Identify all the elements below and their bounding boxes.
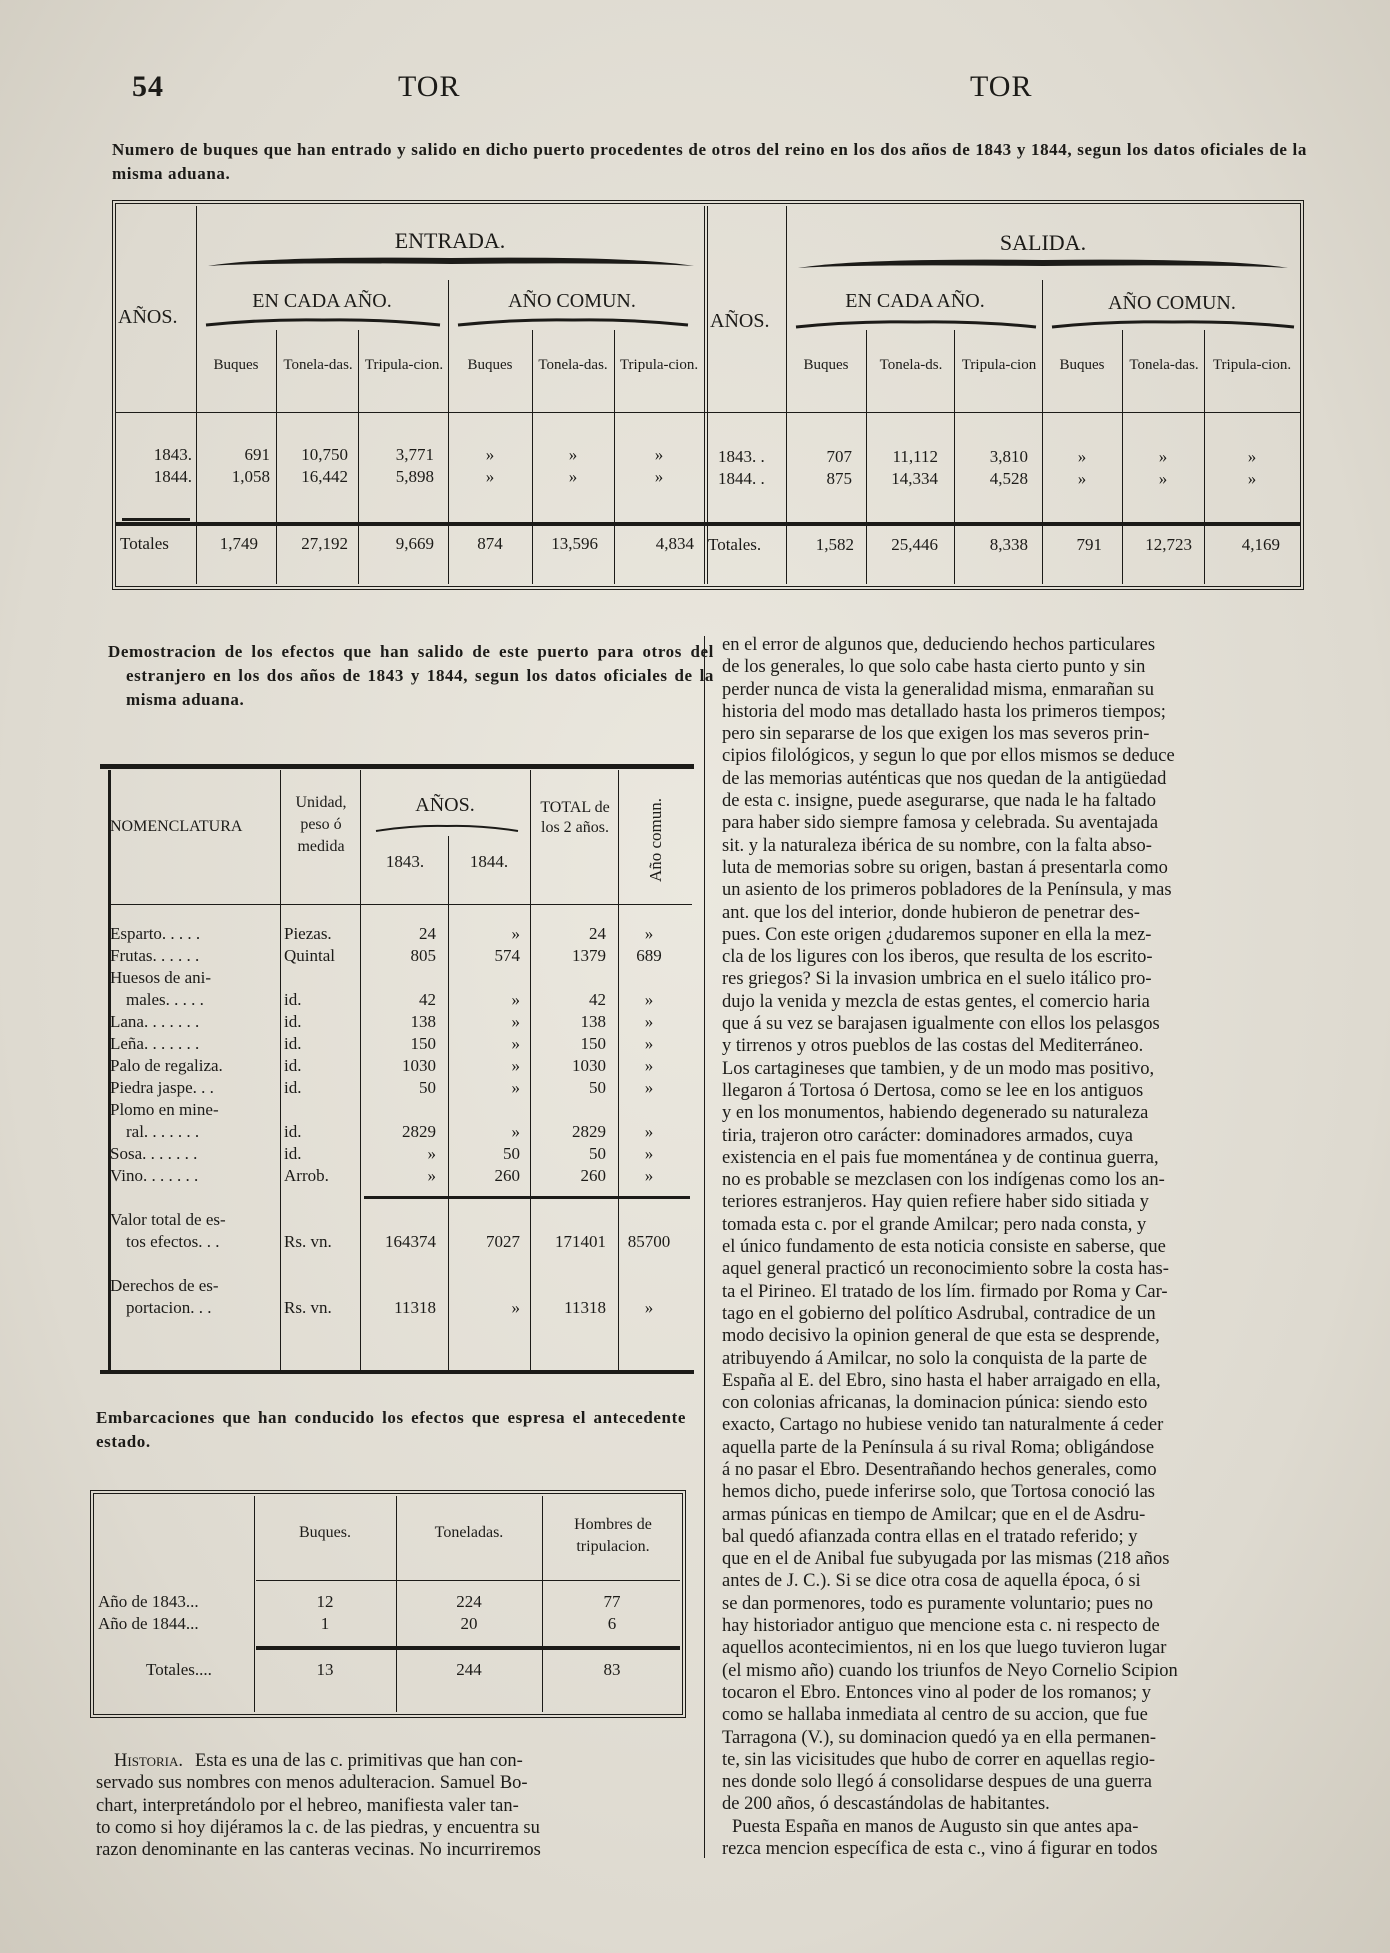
t2-row-total: 11318 — [564, 1298, 606, 1317]
t3-head-hombres: Hombres de tripulacion. — [574, 1516, 652, 1555]
right-column-line: cla de los ligures con los iberos, que resulta de los escrito- — [722, 947, 1153, 968]
entrada-cell: 10,750 — [301, 445, 348, 464]
salida-title: SALIDA. — [999, 230, 1087, 255]
running-title-right: TOR — [970, 70, 1033, 103]
entrada-total: 13,596 — [551, 534, 598, 553]
salida-col-toneladas-comun: Tonela-das. — [1129, 357, 1199, 373]
t2-row-total: 1030 — [572, 1056, 606, 1075]
rule — [256, 1580, 680, 1581]
right-column-line: Los cartagineses que tambien, y de un modo mas positivo, — [722, 1058, 1155, 1079]
t3-row-label: Año de 1843... — [98, 1592, 199, 1611]
t2-row-1844: 260 — [494, 1166, 520, 1185]
entrada-title: ENTRADA. — [394, 228, 506, 253]
salida-group-en-cada-ano: EN CADA AÑO. — [845, 290, 985, 312]
right-column-line: te, sin las vicisitudes que hubo de correr en aquellas regio- — [722, 1749, 1156, 1770]
entrada-cell: » — [568, 445, 578, 464]
entrada-brace-small — [456, 316, 690, 328]
t2-head-1844: 1844. — [469, 852, 509, 871]
entrada-total: 9,669 — [395, 534, 434, 553]
t2-row-unit: id. — [284, 1122, 302, 1141]
right-column-line: antes de J. C.). Si se dice otra cosa de aquella época, ó si — [722, 1571, 1141, 1592]
rule — [448, 836, 449, 1374]
right-column-line: teriores estranjeros. Hay quien refiere haber sido sitiada y — [722, 1192, 1149, 1213]
right-column-line: de las memorias auténticas que nos quedan de la antigüedad — [722, 768, 1167, 789]
salida-cell: 707 — [826, 447, 852, 466]
entrada-cell: 16,442 — [301, 467, 348, 486]
t2-row-unit: Rs. vn. — [284, 1232, 332, 1251]
right-column-line: se dan pormenores, todo es puramente voluntario; pues no — [722, 1593, 1154, 1614]
t3-head-toneladas: Toneladas. — [434, 1524, 504, 1541]
salida-cell: 875 — [826, 469, 852, 488]
t2-row-name: Valor total de es- — [110, 1210, 226, 1229]
salida-cell: » — [1158, 469, 1168, 488]
t2-head-anos: AÑOS. — [415, 794, 475, 816]
rule — [116, 522, 1300, 526]
rule — [360, 770, 361, 1374]
t3-total: 13 — [316, 1660, 334, 1679]
t2-row-total: 42 — [589, 990, 606, 1009]
t2-head-nomenclatura: NOMENCLATURA — [110, 818, 243, 835]
t2-row-total: 138 — [580, 1012, 606, 1031]
t2-row-1844: 7027 — [486, 1232, 520, 1251]
t3-cell: 12 — [316, 1592, 334, 1611]
t2-row-comun: 85700 — [627, 1232, 671, 1251]
entrada-col-toneladas-comun: Tonela-das. — [538, 357, 608, 373]
rule — [100, 764, 694, 769]
t2-row-1843: 50 — [419, 1078, 436, 1097]
t2-row-name: Huesos de ani- — [110, 968, 212, 987]
t2-row-name: Leña. . . . . . . — [110, 1034, 200, 1053]
t2-row-name: tos efectos. . . — [126, 1232, 220, 1251]
rule — [256, 1646, 680, 1650]
rule — [100, 1370, 694, 1374]
t2-row-name: Frutas. . . . . . — [110, 946, 200, 965]
right-column-line: pero sin separarse de los que exigen los mas severos prin- — [722, 724, 1150, 745]
t2-row-1844: » — [511, 1078, 520, 1097]
t3-total: 244 — [456, 1660, 482, 1679]
right-column-line: en el error de algunos que, deduciendo hechos particulares — [722, 635, 1156, 655]
salida-col-tripulacion: Tripula-cion — [961, 357, 1037, 373]
t2-row-unit: id. — [284, 1034, 302, 1053]
t2-row-total: 24 — [589, 924, 606, 943]
salida-brace — [796, 254, 1290, 274]
t2-row-total: 1379 — [572, 946, 606, 965]
entrada-total: 1,749 — [219, 534, 258, 553]
t2-row-comun: » — [644, 1298, 654, 1317]
right-column-line: como se hallaba inmediata al centro de su accion, que fue — [722, 1705, 1148, 1726]
t3-head-buques: Buques. — [299, 1524, 351, 1541]
salida-total: 1,582 — [815, 535, 854, 554]
rule — [108, 904, 692, 905]
t2-row-total: 171401 — [555, 1232, 606, 1251]
t3-total: 83 — [603, 1660, 621, 1679]
t2-row-comun: » — [644, 1122, 654, 1141]
rule — [122, 518, 190, 521]
entrada-cell: » — [568, 467, 578, 486]
t2-row-name: Plomo en mine- — [110, 1100, 219, 1119]
right-column-line: de 200 años, ó descastándolas de habitantes. — [722, 1794, 1050, 1815]
salida-total: 791 — [1076, 535, 1102, 554]
right-column-line: aquellos acontecimientos, ni en los que luego tuvieron lugar — [722, 1638, 1167, 1659]
historia-line: servado sus nombres con menos adulteracion. Samuel Bo- — [96, 1773, 528, 1794]
right-column-line: (el mismo año) cuando los triunfos de Neyo Cornelio Scipion — [722, 1660, 1178, 1681]
t3-cell: 20 — [460, 1614, 478, 1633]
salida-total: 4,169 — [1241, 535, 1280, 554]
t2-row-total: 150 — [580, 1034, 606, 1053]
entrada-total: 27,192 — [301, 534, 348, 553]
salida-col-buques: Buques — [803, 357, 849, 373]
entrada-row-year: 1843. — [153, 445, 192, 464]
salida-totals-label: Totales. — [708, 535, 762, 554]
t2-row-1843: 164374 — [385, 1232, 436, 1251]
t2-row-total: 50 — [589, 1144, 606, 1163]
entrada-brace-small — [204, 316, 442, 328]
salida-brace-small — [1050, 318, 1296, 330]
right-column-line: luta de memorias sobre su origen, bastan á presentarla como — [722, 857, 1168, 878]
right-column-line: rezca mencion específica de esta c., vino á figurar en todos — [722, 1839, 1158, 1860]
t2-row-name: Lana. . . . . . . — [110, 1012, 200, 1031]
salida-total: 8,338 — [989, 535, 1028, 554]
t2-row-1843: 138 — [410, 1012, 436, 1031]
right-column-line: España al E. del Ebro, sino hasta el haber arraigado en ella, — [722, 1370, 1161, 1391]
right-column-line: armas púnicas en tiempo de Amilcar; que en el de Asdru- — [722, 1504, 1146, 1525]
right-column-line: aquella parte de la Península á su rival Roma; obligándose — [722, 1437, 1155, 1458]
salida-cell: 11,112 — [892, 447, 938, 466]
historia-line: to como si hoy dijéramos la c. de las piedras, y encuentra su — [96, 1817, 540, 1838]
right-column-line: con colonias africanas, la dominacion púnica: siendo esto — [722, 1393, 1148, 1414]
t2-row-unit: Piezas. — [284, 924, 332, 943]
historia-line: Esta es una de las c. primitivas que han con- — [195, 1751, 523, 1771]
t2-row-unit: Quintal — [284, 946, 335, 965]
rule — [116, 412, 1300, 413]
t2-head-total: TOTAL de los 2 años. — [540, 799, 610, 836]
t2-head-comun: Año comun. — [646, 797, 665, 883]
right-column-line: pues. Con este origen ¿dudaremos suponer en ella la mez- — [722, 924, 1152, 945]
entrada-row-year: 1844. — [153, 467, 192, 486]
right-column-line: de esta c. insigne, puede asegurarse, que nada le ha faltado — [722, 791, 1157, 812]
right-column-line: y en los monumentos, habiendo degenerado su naturaleza — [722, 1103, 1149, 1124]
salida-row-year: 1844. . — [718, 469, 765, 488]
right-column-line: tocaron el Ebro. Entonces vino al poder de los romanos; y — [722, 1682, 1151, 1703]
entrada-total: 4,834 — [655, 534, 694, 553]
entrada-anos-label: AÑOS. — [118, 306, 178, 328]
right-column-line: á no pasar el Ebro. Desentrañando hechos generales, como — [722, 1459, 1157, 1480]
right-column-line: el único fundamento de esta noticia consiste en saberse, que — [722, 1237, 1166, 1258]
entrada-col-buques: Buques — [213, 357, 259, 373]
right-column-line: tomada esta c. por el grande Amilcar; pero nada consta, y — [722, 1214, 1147, 1235]
t2-row-comun: » — [644, 1078, 654, 1097]
right-column-line: res griegos? Si la invasion umbrica en el suelo itálico pro- — [722, 969, 1152, 990]
t2-row-unit: Arrob. — [284, 1166, 329, 1185]
t2-row-name: Vino. . . . . . . — [110, 1166, 199, 1185]
t2-row-name: ral. . . . . . . — [126, 1122, 200, 1141]
salida-col-tripulacion-comun: Tripula-cion. — [1212, 357, 1292, 373]
table3-caption: Embarcaciones que han conducido los efectos que espresa el antecedente estado. — [96, 1408, 686, 1451]
right-column-line: perder nunca de vista la generalidad misma, enmarañan su — [722, 679, 1155, 700]
salida-cell: » — [1158, 447, 1168, 466]
salida-cell: » — [1077, 469, 1087, 488]
right-column-line: bal quedó afianzada contra ellas en el tratado referido; y — [722, 1526, 1138, 1547]
t2-row-1844: » — [511, 1056, 520, 1075]
salida-col-buques-comun: Buques — [1059, 357, 1105, 373]
right-column-text — [722, 634, 1310, 1860]
t3-totals-label: Totales.... — [146, 1660, 212, 1679]
entrada-col-tripulacion: Tripula-cion. — [364, 357, 444, 373]
historia-line: razon denominante en las canteras vecinas. No incurriremos — [96, 1840, 541, 1861]
salida-col-toneladas: Tonela-ds. — [879, 357, 943, 373]
right-column-line: tago en el gobierno del político Asdrubal, contradice de un — [722, 1303, 1156, 1324]
t2-row-name: Esparto. . . . . — [110, 924, 201, 943]
right-column-line: modo decisivo la opinion general de que esta se desprende, — [722, 1326, 1160, 1347]
t2-anos-brace — [374, 822, 520, 834]
salida-cell: » — [1247, 469, 1257, 488]
salida-total: 12,723 — [1145, 535, 1192, 554]
t2-row-name: Palo de regaliza. — [110, 1056, 223, 1075]
right-column-line: de los generales, lo que solo cabe hasta cierto punto y sin — [722, 657, 1146, 678]
t2-row-1844: » — [511, 1034, 520, 1053]
right-column-line: que á su vez se barajasen igualmente con ellos los pelasgos — [722, 1014, 1160, 1035]
right-column-line: llegaron á Tortosa ó Dertosa, como se lee en los antiguos — [722, 1080, 1144, 1101]
entrada-cell: 5,898 — [395, 467, 434, 486]
t2-row-unit: id. — [284, 1144, 302, 1163]
entrada-totals-label: Totales — [120, 534, 169, 553]
t2-row-unit: id. — [284, 1012, 302, 1031]
right-column-line: y tirrenos y otros pueblos de las costas del Mediterráneo. — [722, 1036, 1144, 1057]
right-column-line: Puesta España en manos de Augusto sin que antes apa- — [732, 1816, 1139, 1837]
t3-cell: 1 — [320, 1614, 330, 1633]
t2-row-1844: » — [511, 1012, 520, 1031]
t2-row-comun: » — [644, 1056, 654, 1075]
t2-row-1844: » — [511, 990, 520, 1009]
t2-row-total: 2829 — [572, 1122, 606, 1141]
page-number: 54 — [132, 70, 164, 103]
entrada-col-buques-comun: Buques — [467, 357, 513, 373]
t2-row-comun: 689 — [636, 946, 662, 965]
t2-row-total: 50 — [589, 1078, 606, 1097]
t2-row-unit: id. — [284, 990, 302, 1009]
right-column-line: no es probable se mezclasen con los indígenas como los an- — [722, 1170, 1165, 1191]
t3-cell: 77 — [603, 1592, 621, 1611]
entrada-cell: » — [485, 467, 495, 486]
salida-brace-small — [794, 318, 1038, 330]
right-column-line: ta el Pirineo. El tratado de los lím. firmado por Roma y Car- — [722, 1281, 1168, 1302]
t2-row-unit: Rs. vn. — [284, 1298, 332, 1317]
t2-row-total: 260 — [580, 1166, 606, 1185]
t2-row-1843: 150 — [410, 1034, 436, 1053]
right-column-line: hemos dicho, puede inferirse solo, que Tortosa conoció las — [722, 1482, 1156, 1503]
t2-row-1843: 24 — [419, 924, 436, 943]
salida-cell: 3,810 — [989, 447, 1028, 466]
entrada-total: 874 — [477, 534, 503, 553]
t2-row-name: portacion. . . — [126, 1298, 212, 1317]
t2-row-1844: 574 — [494, 946, 520, 965]
t2-row-name: Piedra jaspe. . . — [110, 1078, 214, 1097]
rule — [786, 206, 787, 584]
right-column-line: ant. que los del interior, donde hubieron de penetrar des- — [722, 902, 1140, 923]
entrada-cell: 3,771 — [395, 445, 434, 464]
rule — [280, 770, 281, 1374]
entrada-cell: » — [654, 467, 664, 486]
entrada-cell: » — [485, 445, 495, 464]
table2-caption: Demostracion de los efectos que han salido de este puerto para otros del estranjero en los dos años de 1843 y 1844, segun los datos oficiales de la misma aduana. — [108, 642, 714, 709]
right-column-line: un asiento de los primeros pobladores de la Península, y mas — [722, 880, 1172, 901]
right-column-line: cipios filológicos, y segun lo que por ellos mismos se deduce — [722, 746, 1175, 767]
right-column-line: Tarragona (V.), su dominacion quedó ya en ella permanen- — [722, 1727, 1156, 1748]
t2-row-comun: » — [644, 924, 654, 943]
t2-row-name: Sosa. . . . . . . — [110, 1144, 198, 1163]
salida-cell: » — [1077, 447, 1087, 466]
t3-cell: 224 — [456, 1592, 482, 1611]
right-column-line: atribuyendo á Amilcar, no solo la conquista de la parte de — [722, 1348, 1148, 1369]
entrada-cell: 1,058 — [231, 467, 270, 486]
entrada-col-tripulacion-comun: Tripula-cion. — [619, 357, 699, 373]
right-column-line: nes donde solo llegó á consolidarse despues de una guerra — [722, 1772, 1152, 1793]
t2-row-1843: » — [427, 1144, 436, 1163]
t3-cell: 6 — [607, 1614, 617, 1633]
table1-caption: Numero de buques que han entrado y salido en dicho puerto procedentes de otros del reino en los dos años de 1843 y 1844, segun los datos oficiales de la misma aduana. — [112, 140, 1307, 183]
entrada-group-ano-comun: AÑO COMUN. — [508, 290, 636, 312]
t3-row-label: Año de 1844... — [98, 1614, 199, 1633]
right-column-line: aquel general practicó un reconocimiento sobre la costa has- — [722, 1259, 1169, 1280]
right-column-line: existencia en el pais fue momentánea y de continua guerra, — [722, 1147, 1159, 1168]
t2-row-comun: » — [644, 1012, 654, 1031]
entrada-cell: » — [654, 445, 664, 464]
t2-row-1843: 805 — [410, 946, 436, 965]
entrada-cell: 691 — [244, 445, 270, 464]
t2-head-unidad: Unidad, peso ó medida — [295, 794, 347, 855]
t2-row-1844: » — [511, 1122, 520, 1141]
salida-anos-label: AÑOS. — [710, 310, 770, 332]
entrada-col-toneladas: Tonela-das. — [283, 357, 353, 373]
entrada-group-en-cada-ano: EN CADA AÑO. — [252, 290, 392, 312]
t2-row-unit: id. — [284, 1056, 302, 1075]
salida-cell: 4,528 — [989, 469, 1028, 488]
entrada-brace — [206, 252, 696, 272]
t2-row-1843: 11318 — [394, 1298, 436, 1317]
t2-row-name: males. . . . . — [126, 990, 204, 1009]
right-column-line: para haber sido siempre famosa y celebrada. Su aventajada — [722, 813, 1159, 834]
t2-row-comun: » — [644, 1166, 654, 1185]
t2-row-comun: » — [644, 1034, 654, 1053]
t2-head-1843: 1843. — [385, 852, 425, 871]
right-column-line: sit. y la naturaleza ibérica de su nombre, con la falta abso- — [722, 835, 1152, 856]
t2-row-1843: 1030 — [402, 1056, 436, 1075]
right-column-line: exacto, Cartago no hubiese venido tan naturalmente á ceder — [722, 1415, 1164, 1436]
t2-row-comun: » — [644, 990, 654, 1009]
salida-cell: » — [1247, 447, 1257, 466]
rule — [364, 1196, 690, 1199]
right-column-line: dujo la venida y mezcla de estas gentes, el comercio haria — [722, 991, 1150, 1012]
salida-total: 25,446 — [891, 535, 938, 554]
t2-row-unit: id. — [284, 1078, 302, 1097]
right-column-line: hay historiador antiguo que mencione esta c. ni respecto de — [722, 1616, 1160, 1637]
salida-row-year: 1843. . — [718, 447, 765, 466]
salida-group-ano-comun: AÑO COMUN. — [1108, 292, 1236, 314]
column-divider — [704, 636, 705, 1858]
right-column-line: que en el de Anibal fue subyugada por las mismas (218 años — [722, 1549, 1170, 1570]
right-column-line: historia del modo mas detallado hasta los primeros tiempos; — [722, 701, 1166, 722]
t2-row-1844: 50 — [503, 1144, 520, 1163]
table1-center-divider — [704, 206, 708, 584]
t2-row-name: Derechos de es- — [110, 1276, 219, 1295]
t2-row-1843: » — [427, 1166, 436, 1185]
right-column-line: tiria, trajeron otro carácter: dominadores armados, cuya — [722, 1125, 1133, 1146]
t2-row-1844: » — [511, 924, 520, 943]
historia-line: chart, interpretándolo por el hebreo, manifiesta valer tan- — [96, 1795, 519, 1816]
t2-row-1843: 2829 — [402, 1122, 436, 1141]
historia-heading: Historia. — [114, 1751, 184, 1771]
historia-paragraph — [96, 1750, 682, 1861]
t2-row-1843: 42 — [419, 990, 436, 1009]
t2-row-1844: » — [511, 1298, 520, 1317]
running-title-left: TOR — [398, 70, 461, 103]
salida-cell: 14,334 — [891, 469, 938, 488]
rule — [196, 206, 197, 584]
t2-row-comun: » — [644, 1144, 654, 1163]
